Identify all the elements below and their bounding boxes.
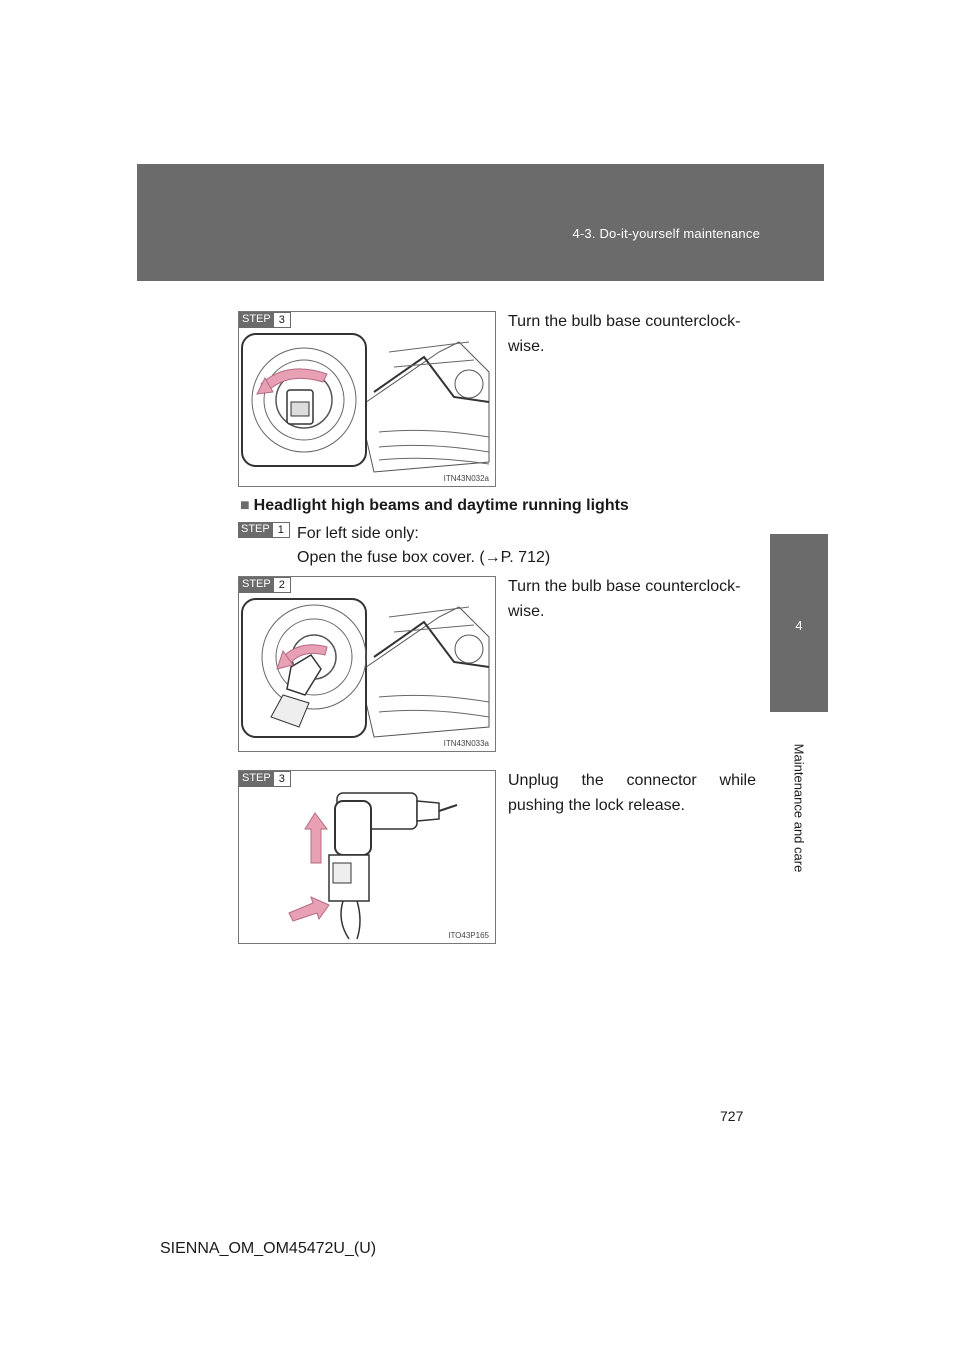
chapter-number: 4 [795, 618, 803, 633]
step-badge [239, 312, 291, 328]
chapter-label: Maintenance and care [791, 743, 807, 873]
instruction-text [297, 522, 550, 570]
page-number: 727 [720, 1108, 744, 1124]
step-word: STEP [239, 577, 274, 593]
figure-code: ITO43P165 [448, 931, 489, 940]
figure-bulb-base-step2 [238, 576, 496, 752]
step-number: 1 [273, 522, 290, 538]
instruction-text: Turn the bulb base counterclock-wise. [508, 578, 741, 620]
section-bullet: ■ [240, 497, 250, 514]
instruction-text: Turn the bulb base counterclock-wise. [508, 313, 741, 355]
figure-code: ITN43N032a [443, 474, 489, 483]
step-number: 3 [274, 771, 291, 787]
instruction-line: Open the fuse box cover. (→P. 712) [297, 549, 551, 566]
chapter-tab [770, 534, 828, 712]
headlight-illustration-b [239, 577, 495, 751]
figure-code: ITN43N033a [443, 739, 489, 748]
step-badge [239, 577, 291, 593]
document-code: SIENNA_OM_OM45472U_(U) [160, 1240, 377, 1257]
step-word: STEP [239, 312, 274, 328]
instruction-text [508, 768, 756, 818]
section-title: Headlight high beams and daytime running lights [253, 497, 629, 514]
step-number: 3 [274, 312, 291, 328]
figure-connector-step3 [238, 770, 496, 944]
header-section-title: 4-3. Do-it-yourself maintenance [572, 226, 760, 241]
step-word: STEP [239, 771, 274, 787]
step-number: 2 [274, 577, 291, 593]
section-heading [240, 497, 629, 515]
step-badge [239, 771, 291, 787]
headlight-illustration-a [239, 312, 495, 486]
connector-illustration [239, 771, 495, 943]
step-word: STEP [238, 522, 273, 538]
header-band [137, 164, 824, 281]
step-badge [238, 522, 290, 538]
instruction-line: For left side only: [297, 525, 419, 542]
figure-bulb-base-step3 [238, 311, 496, 487]
instruction-line: Unplug the connector while [508, 772, 756, 789]
instruction-line: pushing the lock release. [508, 797, 685, 814]
